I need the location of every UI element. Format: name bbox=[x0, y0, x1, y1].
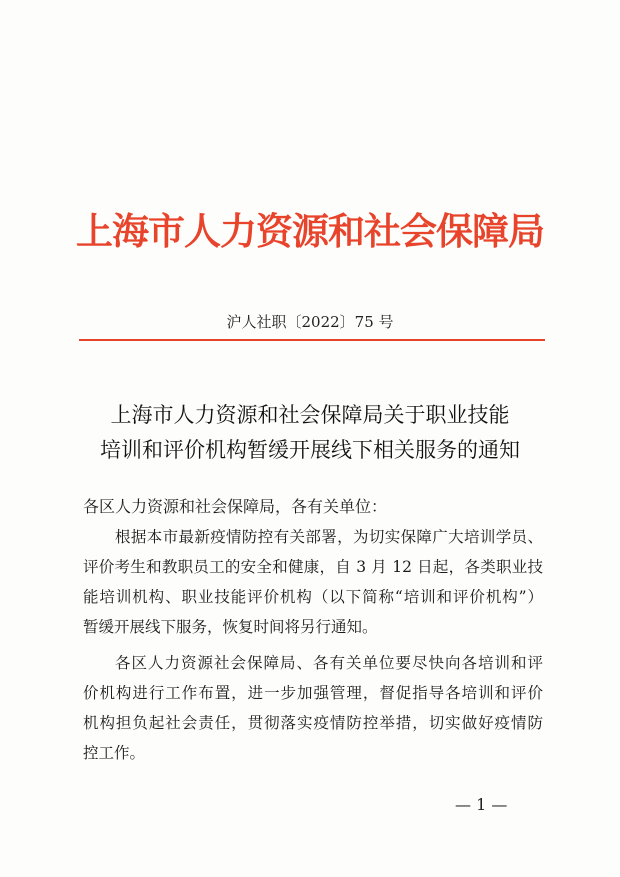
red-divider-line bbox=[79, 339, 545, 341]
issuer-header-title: 上海市人力资源和社会保障局 bbox=[76, 209, 544, 253]
paragraph-line: 各区人力资源社会保障局、各有关单位要尽快向各培训和评 bbox=[115, 654, 543, 672]
body-paragraph-1 bbox=[83, 522, 543, 642]
document-number: 沪人社职〔2022〕75 号 bbox=[226, 313, 394, 331]
body-paragraph-2 bbox=[83, 648, 543, 768]
paragraph-line: 暂缓开展线下服务，恢复时间将另行通知。 bbox=[83, 618, 378, 636]
notice-title-line-1: 上海市人力资源和社会保障局关于职业技能 bbox=[110, 403, 510, 427]
paragraph-line: 价机构进行工作布置，进一步加强管理，督促指导各培训和评价 bbox=[83, 684, 543, 702]
paragraph-line: 机构担负起社会责任，贯彻落实疫情防控举措，切实做好疫情防 bbox=[83, 714, 543, 732]
salutation: 各区人力资源和社会保障局，各有关单位： bbox=[83, 497, 388, 516]
notice-title bbox=[0, 398, 620, 468]
paragraph-line: 能培训机构、职业技能评价机构（以下简称“培训和评价机构”） bbox=[83, 588, 543, 606]
paragraph-line: 评价考生和教职员工的安全和健康，自 3 月 12 日起，各类职业技 bbox=[83, 558, 543, 576]
notice-title-line-2: 培训和评价机构暂缓开展线下相关服务的通知 bbox=[100, 438, 520, 462]
paragraph-line: 控工作。 bbox=[83, 744, 146, 762]
page-number: — 1 — bbox=[455, 795, 508, 814]
paragraph-line: 根据本市最新疫情防控有关部署，为切实保障广大培训学员、 bbox=[115, 528, 543, 546]
